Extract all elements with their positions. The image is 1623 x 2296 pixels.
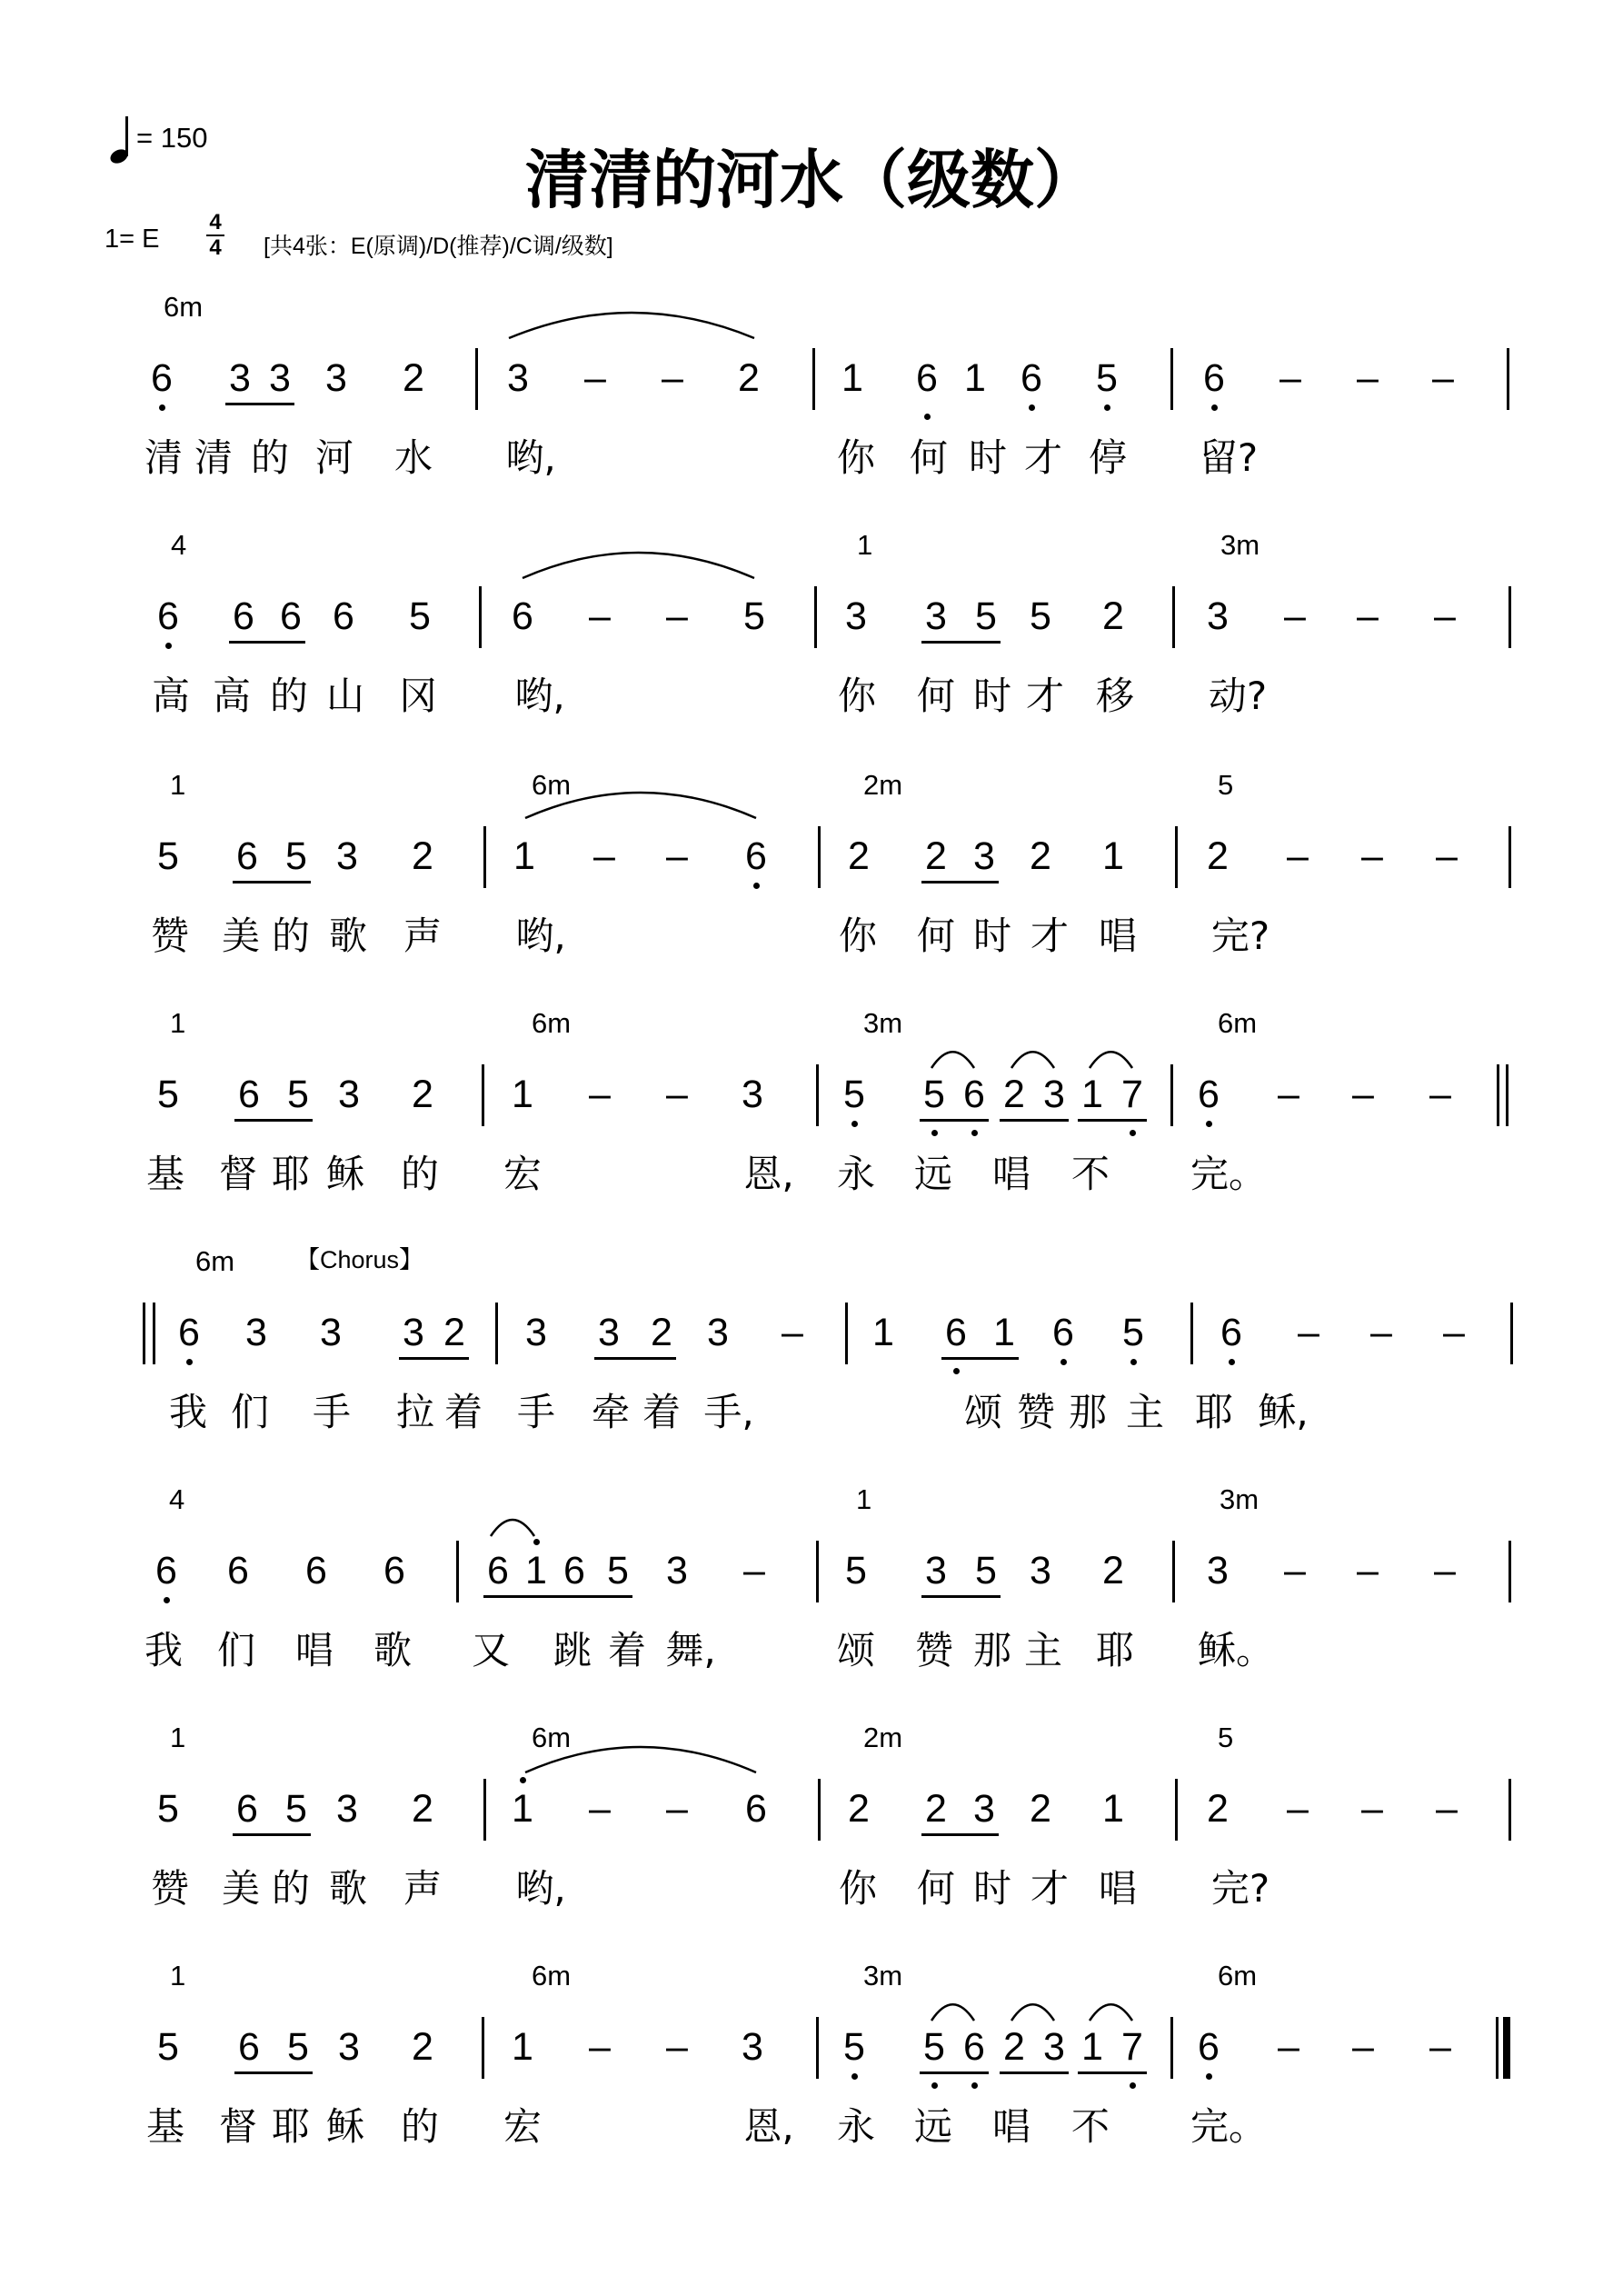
lyric-syllable: 耶 [1194,1390,1234,1434]
lyric-syllable: 唱 [1098,913,1138,958]
lyric-syllable: 哟, [515,1866,566,1911]
page-title: 清清的河水（级数） [525,143,1098,217]
jianpu-note: 6 [305,1549,327,1592]
section-label-chorus: 【Chorus】 [295,1246,424,1273]
chord-symbol: 3m [1220,529,1260,561]
jianpu-note: 3 [1207,1549,1229,1592]
slur [931,1052,974,1068]
jianpu-note: 5 [157,2025,179,2069]
jianpu-note: 2 [848,1787,870,1831]
jianpu-note: 1 [964,356,986,400]
lyric-syllable: 稣 [325,1152,365,1196]
sustain-dash: – [1432,356,1454,400]
sustain-dash: – [1287,834,1309,878]
lyric-syllable: 清 [144,435,184,480]
jianpu-note: 3 [338,2025,360,2069]
lyric-syllable: 完。 [1190,2104,1268,2149]
jianpu-note: 2 [412,2025,433,2069]
jianpu-note: 3 [1043,1073,1065,1116]
lyric-syllable: 高 [212,674,252,718]
lyric-syllable: 主 [1125,1390,1165,1434]
lyric-syllable: 停 [1088,435,1128,480]
sustain-dash: – [1278,1073,1299,1116]
jianpu-note: 7 [1121,2025,1143,2069]
lyric-syllable: 完? [1210,1866,1270,1911]
jianpu-note: 1 [872,1311,894,1354]
slur [1090,1052,1132,1068]
lyric-syllable: 远 [913,2104,953,2149]
lyric-syllable: 何 [916,1866,956,1911]
jianpu-note: 2 [1030,834,1051,878]
chord-symbol: 3m [1220,1483,1260,1515]
jianpu-note: 2 [651,1311,672,1354]
sustain-dash: – [1278,2025,1299,2069]
jianpu-note: 6 [487,1549,509,1592]
jianpu-note: 5 [1030,594,1051,638]
jianpu-note: 3 [245,1311,267,1354]
slur [1011,1052,1054,1068]
lyric-syllable: 歌 [328,913,368,958]
lyric-syllable: 舞, [665,1628,716,1672]
jianpu-note: 6 [157,594,179,638]
jianpu-note: 3 [525,1311,547,1354]
jianpu-note: 2 [738,356,760,400]
slur [509,313,754,338]
lyric-syllable: 美 [221,1866,261,1911]
lyric-syllable: 高 [151,674,191,718]
sustain-dash: – [1352,2025,1374,2069]
sustain-dash: – [1370,1311,1392,1354]
lyric-syllable: 耶 [1095,1628,1135,1672]
jianpu-note: 1 [525,1549,547,1592]
chord-symbol: 2m [863,1722,903,1753]
jianpu-note: 3 [925,594,947,638]
sustain-dash: – [1434,594,1456,638]
jianpu-note: 6 [383,1549,405,1592]
sustain-dash: – [593,834,615,878]
chord-symbol: 4 [171,529,187,561]
jianpu-note: 6 [963,2025,985,2069]
jianpu-note: 6 [1021,356,1042,400]
jianpu-note: 2 [412,1787,433,1831]
time-signature-bottom: 4 [209,235,222,260]
lyric-syllable: 主 [1023,1628,1063,1672]
lyric-syllable: 颂 [836,1628,876,1672]
lyric-syllable: 们 [216,1628,256,1672]
jianpu-note: 3 [925,1549,947,1592]
sustain-dash: – [662,356,683,400]
jianpu-note: 6 [238,1073,260,1116]
jianpu-note: 6 [155,1549,177,1592]
slur [525,1747,756,1772]
lyric-syllable: 基 [145,2104,185,2149]
jianpu-note: 3 [269,356,291,400]
lyric-syllable: 才 [1030,1866,1070,1911]
lyric-syllable: 远 [913,1152,953,1196]
jianpu-note: 1 [512,2025,533,2069]
jianpu-note: 5 [975,1549,997,1592]
chord-symbol: 6m [164,291,204,323]
jianpu-note: 3 [507,356,529,400]
sustain-dash: – [589,594,611,638]
jianpu-note: 6 [1198,2025,1220,2069]
slur [491,1520,534,1536]
lyric-syllable: 时 [972,913,1012,958]
lyric-syllable: 何 [916,674,956,718]
lyric-syllable: 声 [403,1866,443,1911]
lyric-syllable: 你 [836,435,876,480]
lyric-syllable: 完? [1210,913,1270,958]
lyric-syllable: 移 [1095,674,1135,718]
jianpu-note: 6 [745,834,767,878]
lyric-syllable: 不 [1070,1152,1110,1196]
jianpu-note: 5 [923,2025,945,2069]
jianpu-note: 3 [229,356,251,400]
lyric-syllable: 稣 [325,2104,365,2149]
sustain-dash: – [1298,1311,1319,1354]
lyric-syllable: 才 [1025,674,1065,718]
lyric-syllable: 动? [1208,674,1268,718]
key-signature: 1= E [105,225,160,254]
lyric-syllable: 耶 [271,2104,311,2149]
lyric-syllable: 们 [230,1390,270,1434]
lyric-syllable: 赞 [150,913,190,958]
sustain-dash: – [1436,834,1458,878]
lyric-syllable: 时 [972,674,1012,718]
lyric-syllable: 唱 [991,1152,1031,1196]
chord-symbol: 2m [863,769,903,801]
chord-symbol: 6m [532,1960,572,1992]
lyric-syllable: 赞 [1016,1390,1056,1434]
sustain-dash: – [1361,1787,1383,1831]
lyric-syllable: 哟, [515,913,566,958]
jianpu-note: 3 [742,1073,763,1116]
lyric-syllable: 永 [836,2104,876,2149]
lyric-syllable: 声 [403,913,443,958]
lyric-syllable: 督 [218,2104,258,2149]
jianpu-note: 6 [1220,1311,1242,1354]
lyric-syllable: 歌 [373,1628,413,1672]
jianpu-note: 5 [285,1787,307,1831]
sustain-dash: – [1434,1549,1456,1592]
chord-symbol: 1 [856,1483,872,1515]
slur [1011,2004,1054,2021]
lyric-syllable: 恩, [743,2104,794,2149]
jianpu-note: 3 [338,1073,360,1116]
sustain-dash: – [743,1549,765,1592]
lyric-syllable: 时 [968,435,1008,480]
lyric-syllable: 何 [916,913,956,958]
slur [523,553,754,578]
jianpu-note: 6 [238,2025,260,2069]
jianpu-note: 6 [745,1787,767,1831]
sustain-dash: – [1429,2025,1451,2069]
jianpu-note: 5 [287,1073,309,1116]
lyric-syllable: 唱 [294,1628,334,1672]
lyric-syllable: 的 [269,674,309,718]
sustain-dash: – [1357,594,1379,638]
jianpu-note: 5 [1122,1311,1144,1354]
jianpu-note: 6 [563,1549,585,1592]
lyric-syllable: 手, [703,1390,754,1434]
jianpu-note: 1 [512,1073,533,1116]
jianpu-note: 2 [1030,1787,1051,1831]
lyric-syllable: 山 [325,674,365,718]
sustain-dash: – [1287,1787,1309,1831]
jianpu-note: 2 [1003,2025,1025,2069]
jianpu-note: 3 [336,834,358,878]
lyric-syllable: 的 [400,2104,440,2149]
lyric-syllable: 着 [443,1390,483,1434]
jianpu-note: 6 [333,594,354,638]
jianpu-note: 2 [1102,1549,1124,1592]
lyric-syllable: 时 [972,1866,1012,1911]
sustain-dash: – [782,1311,803,1354]
jianpu-note: 6 [945,1311,967,1354]
sustain-dash: – [589,1073,611,1116]
lyric-syllable: 着 [607,1628,647,1672]
lyric-syllable: 恩, [743,1152,794,1196]
lyric-syllable: 手 [516,1390,556,1434]
tempo-marking: = 150 [136,122,208,154]
sustain-dash: – [589,2025,611,2069]
jianpu-note: 2 [1207,834,1229,878]
jianpu-note: 1 [1102,1787,1124,1831]
lyric-syllable: 我 [168,1390,208,1434]
lyric-syllable: 完。 [1190,1152,1268,1196]
jianpu-note: 2 [1003,1073,1025,1116]
jianpu-note: 2 [443,1311,465,1354]
jianpu-note: 5 [1096,356,1118,400]
lyric-syllable: 那 [1068,1390,1108,1434]
jianpu-note: 2 [412,834,433,878]
slur [525,793,756,818]
jianpu-note: 6 [151,356,173,400]
lyric-syllable: 跳 [553,1628,592,1672]
chord-symbol: 4 [169,1483,185,1515]
jianpu-note: 5 [157,1787,179,1831]
lyric-syllable: 的 [271,913,311,958]
sustain-dash: – [1284,1549,1306,1592]
jianpu-note: 5 [843,2025,865,2069]
jianpu-note: 5 [157,834,179,878]
jianpu-note: 5 [409,594,431,638]
jianpu-note: 6 [236,1787,258,1831]
jianpu-note: 3 [1207,594,1229,638]
lyric-syllable: 赞 [150,1866,190,1911]
sustain-dash: – [1352,1073,1374,1116]
slur [1090,2004,1132,2021]
jianpu-note: 1 [513,834,535,878]
slur [931,2004,974,2021]
jianpu-note: 6 [236,834,258,878]
chord-symbol: 1 [170,1722,186,1753]
lyric-syllable: 着 [642,1390,682,1434]
jianpu-note: 2 [403,356,424,400]
chord-symbol: 1 [857,529,873,561]
sustain-dash: – [584,356,606,400]
jianpu-note: 3 [325,356,347,400]
chord-symbol: 1 [170,1007,186,1039]
jianpu-note: 3 [742,2025,763,2069]
lyric-syllable: 歌 [328,1866,368,1911]
lyric-syllable: 的 [250,435,290,480]
chord-symbol: 6m [532,769,572,801]
sustain-dash: – [666,594,688,638]
jianpu-note: 6 [916,356,938,400]
lyric-syllable: 你 [838,913,878,958]
lyric-syllable: 的 [271,1866,311,1911]
lyric-syllable: 才 [1030,913,1070,958]
time-signature-top: 4 [209,210,222,235]
lyric-syllable: 赞 [914,1628,954,1672]
lyric-syllable: 的 [400,1152,440,1196]
jianpu-note: 5 [975,594,997,638]
lyric-syllable: 稣, [1258,1390,1309,1434]
sustain-dash: – [1357,1549,1379,1592]
lyric-syllable: 留? [1199,435,1259,480]
jianpu-note: 2 [925,1787,947,1831]
jianpu-note: 6 [233,594,254,638]
jianpu-note: 6 [963,1073,985,1116]
jianpu-note: 3 [403,1311,424,1354]
lyric-syllable: 宏 [503,1152,543,1196]
jianpu-note: 3 [336,1787,358,1831]
lyric-syllable: 那 [972,1628,1012,1672]
jianpu-note: 3 [1030,1549,1051,1592]
jianpu-note: 2 [1102,594,1124,638]
jianpu-note: 1 [1081,1073,1103,1116]
lyric-syllable: 哟, [514,674,565,718]
jianpu-note: 5 [285,834,307,878]
lyric-syllable: 宏 [503,2104,543,2149]
lyric-syllable: 基 [145,1152,185,1196]
jianpu-note: 1 [512,1787,533,1831]
lyric-syllable: 何 [909,435,949,480]
jianpu-note: 3 [666,1549,688,1592]
lyric-syllable: 耶 [271,1152,311,1196]
jianpu-note: 3 [973,834,995,878]
jianpu-note: 5 [923,1073,945,1116]
jianpu-note: 6 [280,594,302,638]
lyric-syllable: 才 [1023,435,1063,480]
sustain-dash: – [1429,1073,1451,1116]
jianpu-note: 5 [607,1549,629,1592]
sustain-dash: – [1361,834,1383,878]
sustain-dash: – [666,1787,688,1831]
lyric-syllable: 督 [218,1152,258,1196]
sustain-dash: – [1357,356,1379,400]
jianpu-note: 1 [993,1311,1015,1354]
lyric-syllable: 我 [144,1628,184,1672]
jianpu-note: 6 [1203,356,1225,400]
chord-symbol: 1 [170,1960,186,1992]
lyric-syllable: 清 [194,435,234,480]
sustain-dash: – [1279,356,1301,400]
jianpu-note: 2 [1207,1787,1229,1831]
chord-symbol: 6m [532,1007,572,1039]
lyric-syllable: 哟, [505,435,556,480]
lyric-syllable: 唱 [1098,1866,1138,1911]
chord-symbol: 3m [863,1007,903,1039]
jianpu-note: 3 [973,1787,995,1831]
jianpu-note: 2 [848,834,870,878]
chord-symbol: 6m [195,1245,235,1277]
jianpu-note: 5 [157,1073,179,1116]
jianpu-note: 3 [320,1311,342,1354]
sustain-dash: – [666,1073,688,1116]
jianpu-note: 6 [1198,1073,1220,1116]
lyric-syllable: 稣。 [1197,1628,1275,1672]
jianpu-note: 3 [845,594,867,638]
sustain-dash: – [589,1787,611,1831]
version-note: [共4张：E(原调)/D(推荐)/C调/级数] [264,234,613,259]
jianpu-note: 6 [227,1549,249,1592]
lyric-syllable: 水 [393,435,433,480]
lyric-syllable: 唱 [991,2104,1031,2149]
sustain-dash: – [666,2025,688,2069]
jianpu-note: 6 [1052,1311,1074,1354]
sustain-dash: – [1284,594,1306,638]
jianpu-note: 6 [512,594,533,638]
jianpu-note: 2 [412,1073,433,1116]
jianpu-note: 5 [743,594,765,638]
jianpu-note: 3 [598,1311,620,1354]
sustain-dash: – [1443,1311,1465,1354]
lyric-syllable: 拉 [395,1390,435,1434]
lyric-syllable: 冈 [398,674,438,718]
chord-symbol: 6m [532,1722,572,1753]
lyric-syllable: 河 [314,435,354,480]
chord-symbol: 3m [863,1960,903,1992]
lyric-syllable: 不 [1070,2104,1110,2149]
lyric-syllable: 美 [221,913,261,958]
chord-symbol: 5 [1218,1722,1234,1753]
jianpu-note: 6 [178,1311,200,1354]
jianpu-note: 1 [1081,2025,1103,2069]
jianpu-note: 1 [1102,834,1124,878]
lyric-syllable: 牵 [591,1390,631,1434]
lyric-syllable: 手 [312,1390,352,1434]
chord-symbol: 6m [1218,1960,1258,1992]
lyric-syllable: 你 [838,1866,878,1911]
jianpu-note: 2 [925,834,947,878]
lyric-syllable: 又 [471,1628,511,1672]
sustain-dash: – [1436,1787,1458,1831]
jianpu-note: 5 [843,1073,865,1116]
lyric-syllable: 你 [837,674,877,718]
sustain-dash: – [666,834,688,878]
lyric-syllable: 永 [836,1152,876,1196]
jianpu-note: 3 [1043,2025,1065,2069]
lyric-syllable: 颂 [963,1390,1003,1434]
chord-symbol: 5 [1218,769,1234,801]
jianpu-note: 3 [707,1311,729,1354]
jianpu-note: 5 [845,1549,867,1592]
jianpu-note: 1 [841,356,863,400]
chord-symbol: 6m [1218,1007,1258,1039]
jianpu-note: 7 [1121,1073,1143,1116]
chord-symbol: 1 [170,769,186,801]
jianpu-note: 5 [287,2025,309,2069]
